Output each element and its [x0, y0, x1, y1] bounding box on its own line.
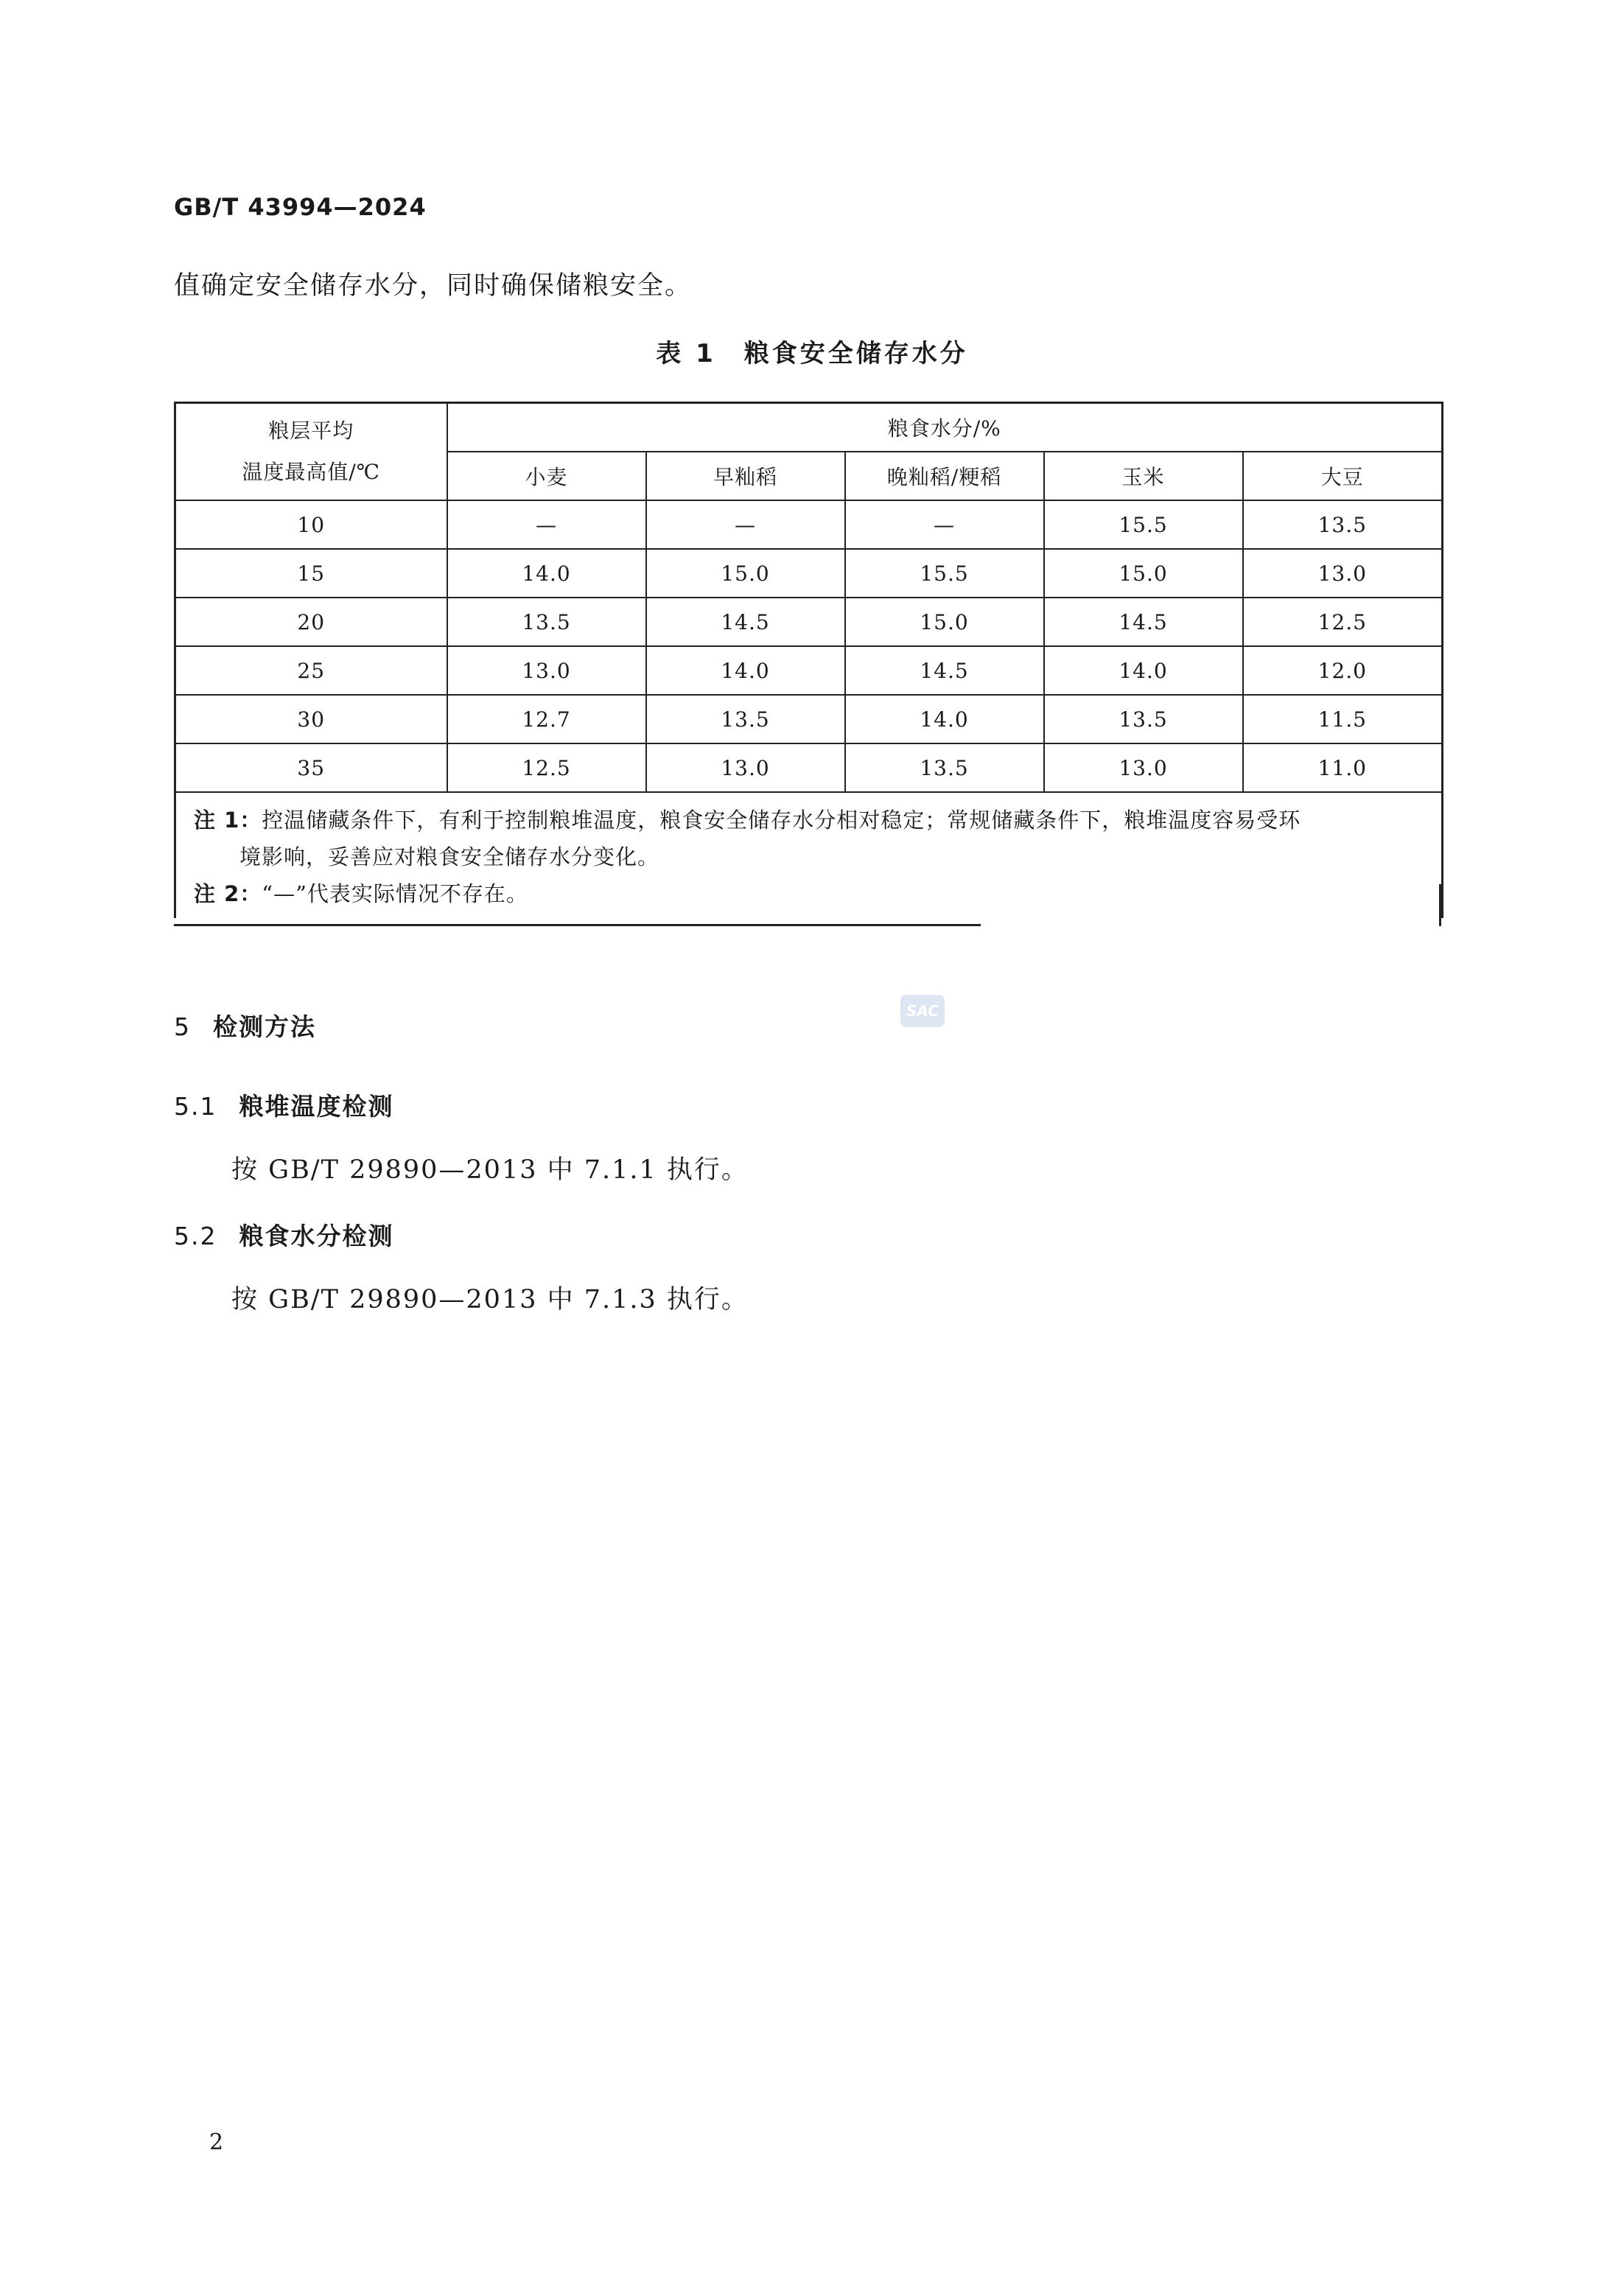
- section-title: 检测方法: [213, 1012, 316, 1041]
- value-cell: —: [845, 500, 1044, 549]
- section-5-1-text: 按 GB/T 29890—2013 中 7.1.1 执行。: [231, 1155, 749, 1185]
- value-cell: 14.5: [845, 646, 1044, 695]
- table-row: [175, 598, 1443, 646]
- value-cell: 12.5: [1243, 598, 1443, 646]
- temp-cell: 20: [175, 598, 447, 646]
- table-title: 表 1 粮食安全储存水分: [656, 339, 968, 368]
- value-cell: 13.5: [1044, 695, 1243, 743]
- value-cell: 15.0: [845, 598, 1044, 646]
- temperature-header-line1: 粮层平均: [268, 419, 354, 443]
- value-cell: 13.5: [646, 695, 845, 743]
- value-cell: 13.0: [646, 743, 845, 792]
- table-row: [175, 549, 1443, 598]
- value-cell: 14.5: [1044, 598, 1243, 646]
- value-cell: 14.5: [646, 598, 845, 646]
- value-cell: 12.5: [447, 743, 646, 792]
- column-header: 小麦: [447, 452, 646, 500]
- value-cell: 13.0: [1243, 549, 1443, 598]
- table-right-border-stub: [1439, 884, 1441, 926]
- value-cell: 11.5: [1243, 695, 1443, 743]
- note2-label: 注 2：: [194, 881, 262, 906]
- value-cell: —: [646, 500, 845, 549]
- temp-cell: 30: [175, 695, 447, 743]
- table-row: [175, 695, 1443, 743]
- column-header: 晚籼稻/粳稻: [845, 452, 1044, 500]
- value-cell: 12.0: [1243, 646, 1443, 695]
- section-number: 5: [174, 1012, 191, 1041]
- sac-watermark-logo: SAC: [900, 995, 945, 1027]
- table-notes: [175, 792, 1443, 918]
- value-cell: 13.5: [447, 598, 646, 646]
- temp-cell: 25: [175, 646, 447, 695]
- section-5-2-text: 按 GB/T 29890—2013 中 7.1.3 执行。: [231, 1285, 749, 1314]
- column-header: 早籼稻: [646, 452, 845, 500]
- table-row: [175, 743, 1443, 792]
- note1-text-line1: 控温储藏条件下，有利于控制粮堆温度，粮食安全储存水分相对稳定；常规储藏条件下，粮堆温度容易受环: [262, 808, 1301, 833]
- value-cell: —: [447, 500, 646, 549]
- note2-text: “—”代表实际情况不存在。: [262, 881, 528, 906]
- intro-paragraph: 值确定安全储存水分，同时确保储粮安全。: [174, 271, 693, 301]
- moisture-table: [174, 402, 1443, 918]
- value-cell: 15.0: [1044, 549, 1243, 598]
- document-code: GB/T 43994—2024: [174, 193, 427, 221]
- section-number: 5.1: [174, 1092, 217, 1121]
- value-cell: 11.0: [1243, 743, 1443, 792]
- temperature-header-line2: 温度最高值/℃: [242, 460, 381, 484]
- value-cell: 14.0: [845, 695, 1044, 743]
- section-number: 5.2: [174, 1222, 217, 1250]
- temp-cell: 15: [175, 549, 447, 598]
- note1-text-line2: 境影响，妥善应对粮食安全储存水分变化。: [239, 844, 660, 869]
- column-header: 玉米: [1044, 452, 1243, 500]
- section-title: 粮食水分检测: [239, 1222, 394, 1250]
- temp-cell: 10: [175, 500, 447, 549]
- value-cell: 13.0: [1044, 743, 1243, 792]
- value-cell: 15.5: [1044, 500, 1243, 549]
- section-title: 粮堆温度检测: [239, 1092, 394, 1121]
- value-cell: 14.0: [1044, 646, 1243, 695]
- value-cell: 15.5: [845, 549, 1044, 598]
- moisture-header: 粮食水分/%: [447, 403, 1443, 452]
- note1-label: 注 1：: [194, 808, 262, 833]
- value-cell: 15.0: [646, 549, 845, 598]
- column-header: 大豆: [1243, 452, 1443, 500]
- value-cell: 14.0: [646, 646, 845, 695]
- section-5-heading: [174, 1008, 316, 1043]
- table-row: [175, 500, 1443, 549]
- temp-cell: 35: [175, 743, 447, 792]
- value-cell: 12.7: [447, 695, 646, 743]
- value-cell: 13.5: [845, 743, 1044, 792]
- value-cell: 14.0: [447, 549, 646, 598]
- temperature-header: [175, 403, 447, 501]
- page-number: 2: [209, 2129, 224, 2155]
- table-row: [175, 646, 1443, 695]
- table-bottom-border: [174, 924, 981, 926]
- section-5-1-heading: [174, 1088, 393, 1122]
- value-cell: 13.5: [1243, 500, 1443, 549]
- section-5-2-heading: [174, 1217, 393, 1252]
- value-cell: 13.0: [447, 646, 646, 695]
